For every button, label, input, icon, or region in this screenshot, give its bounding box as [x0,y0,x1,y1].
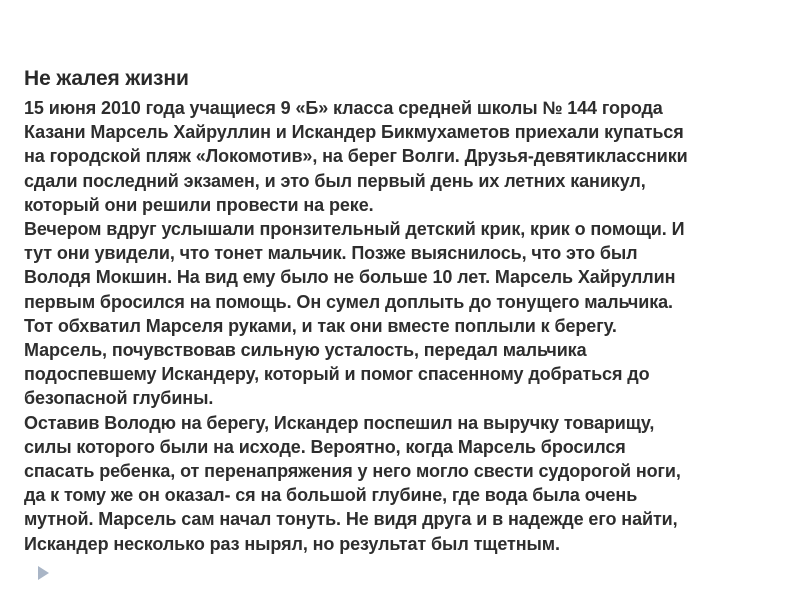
paragraph-2: Вечером вдруг услышали пронзительный детский крик, крик о помощи. И тут они увидели, что тонет мальчик. Позже выяснилось, что это был Володя Мокшин. На вид ему было не больше 10 лет. Марсель Хайруллин первым бросился на помощь. Он сумел доплыть до тонущего мальчика. Тот обхватил Марселя руками, и так они вместе поплыли к берегу. Марсель, почувствовав сильную усталость, передал мальчика подоспевшему Искандеру, который и помог спасенному добраться до безопасной глубины. [24,219,685,409]
paragraph-1: 15 июня 2010 года учащиеся 9 «Б» класса средней школы № 144 города Казани Марсель Хайруллин и Искандер Бикмухаметов приехали купаться на городской пляж «Локомотив», на берег Волги. Друзья-девятиклассники сдали последний экзамен, и это был первый день их летних каникул, который они решили провести на реке. [24,98,688,215]
triangle-right-icon[interactable] [38,566,49,580]
slide-text-block [24,66,784,556]
slide-title: Не жалея жизни [24,67,189,90]
paragraph-3: Оставив Володю на берегу, Искандер поспешил на выручку товарищу, силы которого были на исходе. Вероятно, когда Марсель бросился спасать ребенка, от перенапряжения у него могло свести судорогой ноги, да к тому же он оказал- ся на большой глубине, где вода была очень мутной. Марсель сам начал тонуть. Не видя друга и в надежде его найти, Искандер несколько раз нырял, но результат был тщетным. [24,412,681,554]
